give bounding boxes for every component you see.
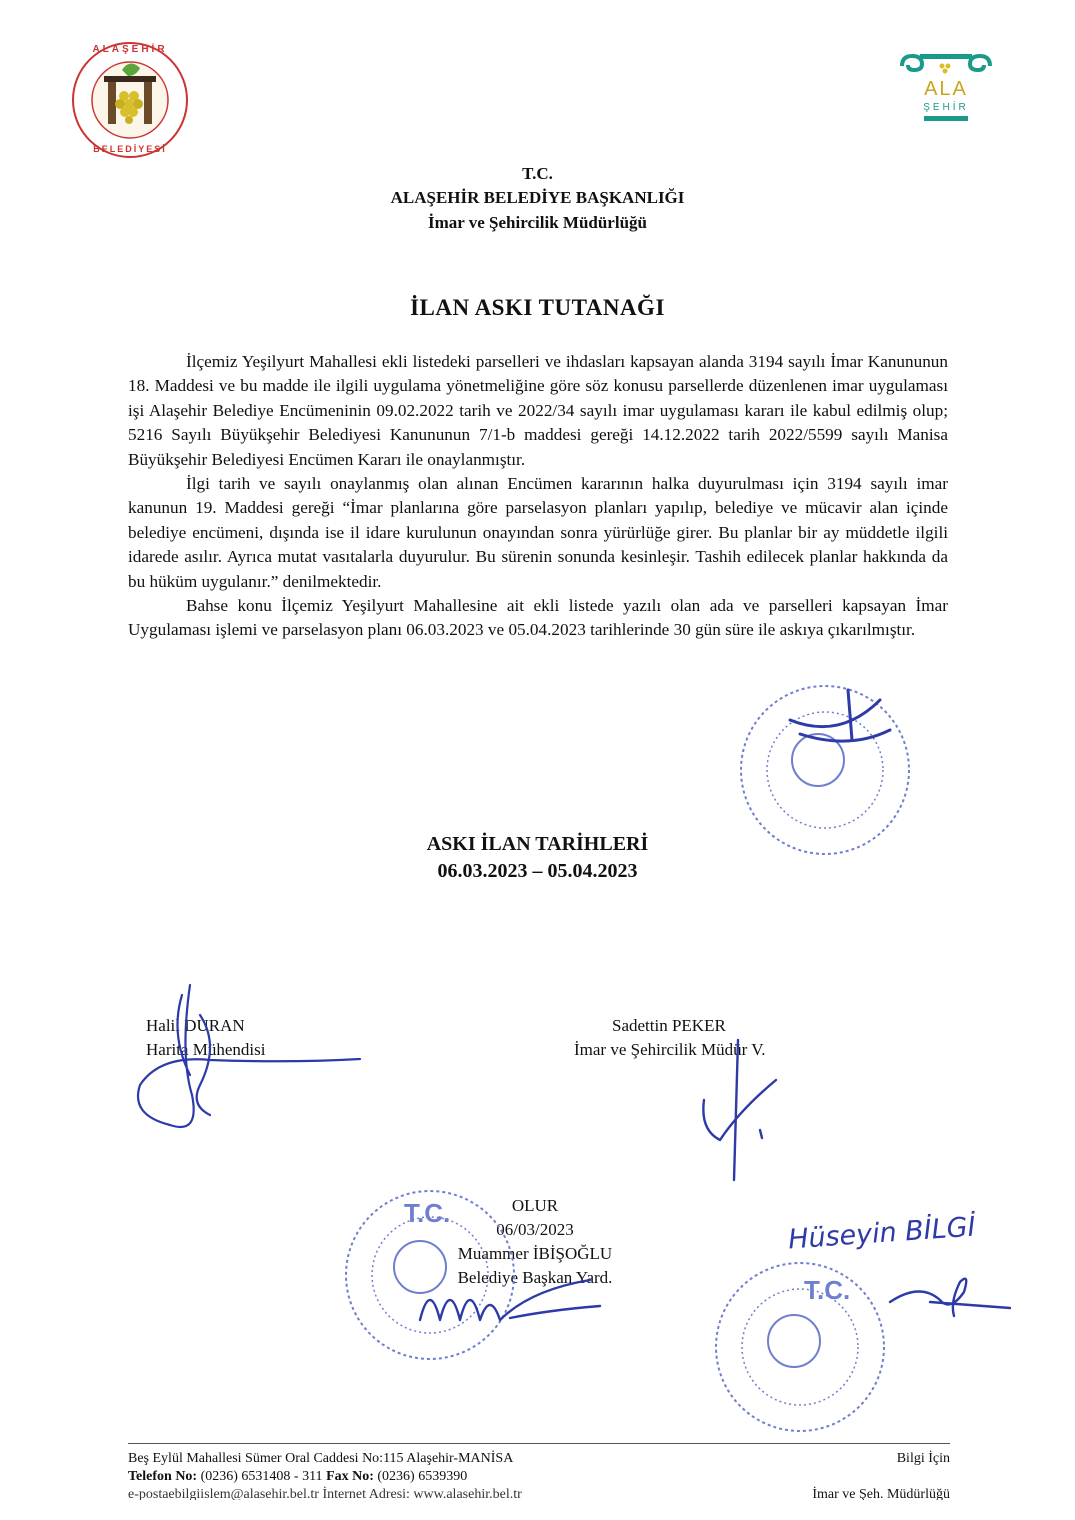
footer-address: Beş Eylül Mahallesi Sümer Oral Caddesi No:115 Alaşehir-MANİSA [128,1451,514,1466]
footer-fax-label: Fax No: [326,1469,374,1484]
signature-bottom-right [880,1262,1020,1332]
signatory-right-name: Sadettin PEKER [612,1016,726,1035]
signatory-left-name: Halil DURAN [146,1016,245,1035]
header-tc: T.C. [522,164,553,183]
dates-heading: ASKI İLAN TARİHLERİ [426,833,649,855]
official-stamp-bottom [702,1255,898,1435]
signatory-left-title: Harita Mühendisi [146,1040,266,1059]
ala-sehir-brand-logo [898,52,994,128]
approval-name: Muammer İBİŞOĞLU [457,1244,613,1263]
stamp-text-bottom: T.C. [804,1275,851,1305]
signature-left [110,975,370,1145]
dates-range: 06.03.2023 – 05.04.2023 [437,860,638,882]
signatory-right-title: İmar ve Şehircilik Müdür V. [574,1040,766,1059]
stamp-text-approval: T.C. [404,1198,451,1228]
footer-department: İmar ve Şeh. Müdürlüğü [812,1487,950,1500]
footer-info-label: Bilgi İçin [896,1451,950,1466]
logo-text-top: ALAŞEHİR [92,44,168,55]
logo-text-bottom: BELEDİYESİ [93,144,167,154]
footer-phone-label: Telefon No: [128,1469,198,1484]
paragraph-1: İlçemiz Yeşilyurt Mahallesi ekli listedeki parselleri ve ihdasları kapsayan alanda 3194 sayılı İmar Kanununun 18. Maddesi ve bu madde ile ilgili uygulama yönetmeliğine göre söz konusu parsellerde düzenlenen imar uygulaması işi Alaşehir Belediye Encümeninin 09.02.2022 tarih ve 2022/34 sayılı imar uygulaması kararı ile kabul edilmiş olup; 5216 Sayılı Büyükşehir Belediyesi Kanununun 7/1-b maddesi gereği 14.12.2022 tarih 2022/5599 sayılı Manisa Büyükşehir Belediyesi Encümen Kararı ile onaylanmıştır. [128,352,948,469]
brand-text: ALA [924,78,968,100]
header-department: İmar ve Şehircilik Müdürlüğü [428,213,647,232]
footer-web[interactable]: e-postaebilgiislem@alasehir.bel.tr İnternet Adresi: www.alasehir.bel.tr [128,1487,522,1500]
approval-date: 06/03/2023 [496,1220,574,1239]
paragraph-3: Bahse konu İlçemiz Yeşilyurt Mahallesine ait ekli listede yazılı olan ada ve parselleri kapsayan İmar Uygulaması işlemi ve parselasyon planı 06.03.2023 ve 05.04.2023 tarihlerinde 30 gün süre ile askıya çıkarılmıştır. [128,596,948,640]
brand-underline [924,116,968,121]
approval-title: Belediye Başkan Yard. [457,1268,613,1287]
footer-fax: (0236) 6539390 [377,1469,468,1484]
alasehir-belediyesi-logo [70,40,190,160]
signature-approval [400,1270,610,1340]
footer-phone: (0236) 6531408 - 311 [200,1469,323,1484]
signature-right [690,1030,790,1190]
paragraph-2: İlgi tarih ve sayılı onaylanmış olan alınan Encümen kararının halka duyurulması için 3194 sayılı imar kanunun 19. Maddesi gereği “İmar planlarına göre parselasyon planları yapılıp, belediye ve mücavir alan içinde belediye encümeni, dışında ise il idare kurulunun onayından sonra yürürlüğe girer. Bu planlar bir ay müddetle ilgili idarede asılır. Ayrıca mutat vasıtalarla duyurulur. Bu sürenin sonunda kesinleşir. Tashih edilecek planlar hakkında da bu hüküm uygulanır.” denilmektedir. [128,474,948,591]
page-footer [128,1443,950,1500]
approval-label: OLUR [511,1196,559,1215]
header-institution: ALAŞEHİR BELEDİYE BAŞKANLIĞI [390,188,685,207]
brand-subtext: ŞEHİR [923,102,969,113]
handwritten-note: Hüseyin BİLGİ [787,1211,977,1256]
document-title: İLAN ASKI TUTANAĞI [410,295,665,320]
document-body [128,350,948,643]
